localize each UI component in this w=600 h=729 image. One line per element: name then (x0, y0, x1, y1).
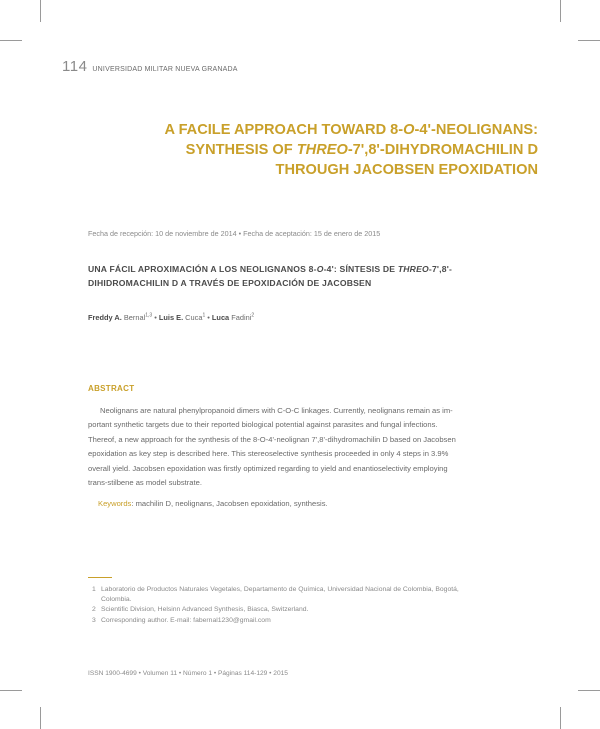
author-list (88, 313, 254, 322)
footnote-number: 1 (92, 586, 96, 593)
footnotes (92, 585, 512, 626)
crop-mark-top-right-h (578, 40, 600, 41)
footnote-3 (92, 616, 512, 626)
abstract-body (88, 404, 510, 490)
spanish-title-line-1: UNA FÁCIL APROXIMACIÓN A LOS NEOLIGNANOS 8-O-4': SÍNTESIS DE THREO-7',8'- (88, 264, 453, 274)
page-number: 114 (62, 58, 88, 75)
abstract-line: trans-stilbene as model substrate. (88, 478, 202, 488)
abstract-line: Neolignans are natural phenylpropanoid dimers with C-O-C linkages. Currently, neolignans remain as im- (100, 406, 453, 415)
keywords (98, 499, 328, 508)
running-header (62, 58, 238, 75)
crop-mark-bottom-left-h (0, 690, 22, 691)
author-2-first: Luis E. (158, 313, 184, 322)
submission-dates: Fecha de recepción: 10 de noviembre de 2014 • Fecha de aceptación: 15 de enero de 2015 (88, 229, 381, 238)
author-2-affil: 1 (202, 312, 206, 319)
issn-footer: ISSN 1900-4699 • Volumen 11 • Número 1 • Páginas 114-129 • 2015 (88, 670, 288, 677)
author-3-last: Fadini (229, 313, 252, 322)
abstract-line: epoxidation as key step is described here. This stereoselective synthesis proceeded in only 4 steps in 3.9% (88, 449, 449, 459)
author-1-last: Bernal (121, 313, 146, 322)
author-separator: • (205, 313, 212, 322)
keywords-text: : machilin D, neolignans, Jacobsen epoxidation, synthesis. (131, 499, 328, 508)
abstract-line: overall yield. Jacobsen epoxidation was firstly optimized regarding to yield and enantioselectivity employing (88, 463, 448, 473)
footnote-text: Scientific Division, Helsinn Advanced Synthesis, Biasca, Switzerland. (101, 606, 309, 614)
author-separator: • (152, 313, 159, 322)
abstract-line: portant synthetic targets due to their reported biological potential against parasites and fungal infections. (88, 420, 438, 430)
journal-name: UNIVERSIDAD MILITAR NUEVA GRANADA (92, 66, 238, 73)
footnote-2 (92, 605, 512, 615)
article-title (62, 120, 538, 180)
footnote-number: 3 (92, 616, 96, 624)
author-1-first: Freddy A. (88, 313, 122, 322)
title-line-1: A FACILE APPROACH TOWARD 8-O-4'-NEOLIGNANS: (164, 122, 538, 138)
footnote-text: Corresponding author. E-mail: fabernal1230@gmail.com (101, 616, 271, 624)
crop-mark-bottom-right-v (560, 707, 561, 729)
keywords-label: Keywords (98, 499, 132, 508)
abstract-line: Thereof, a new approach for the synthesis of the 8-O-4'-neolignan 7',8'-dihydromachilin D based on Jacobsen (88, 434, 456, 444)
title-line-2: SYNTHESIS OF THREO-7',8'-DIHYDROMACHILIN D (185, 142, 538, 158)
footnote-text: Colombia. (101, 596, 132, 604)
crop-mark-top-left-h (0, 40, 22, 41)
crop-mark-top-left-v (40, 0, 41, 22)
author-2-last: Cuca (183, 313, 203, 322)
footnote-text: Laboratorio de Productos Naturales Vegetales, Departamento de Química, Universidad Nacional de Colombia, Bogotá, (101, 586, 459, 593)
footnote-rule (88, 577, 112, 578)
abstract-heading: ABSTRACT (88, 384, 135, 393)
author-3-affil: 2 (251, 312, 255, 319)
spanish-title-line-2: DIHIDROMACHILIN D A TRAVÉS DE EPOXIDACIÓN DE JACOBSEN (88, 278, 372, 288)
author-3-first: Luca (211, 313, 230, 322)
author-1-affil: 1,3 (145, 312, 153, 319)
crop-mark-top-right-v (560, 0, 561, 22)
footnote-1 (92, 585, 512, 605)
spanish-title (88, 262, 528, 290)
crop-mark-bottom-left-v (40, 707, 41, 729)
crop-mark-bottom-right-h (578, 690, 600, 691)
footnote-number: 2 (92, 606, 96, 614)
title-line-3: THROUGH JACOBSEN EPOXIDATION (275, 162, 538, 178)
